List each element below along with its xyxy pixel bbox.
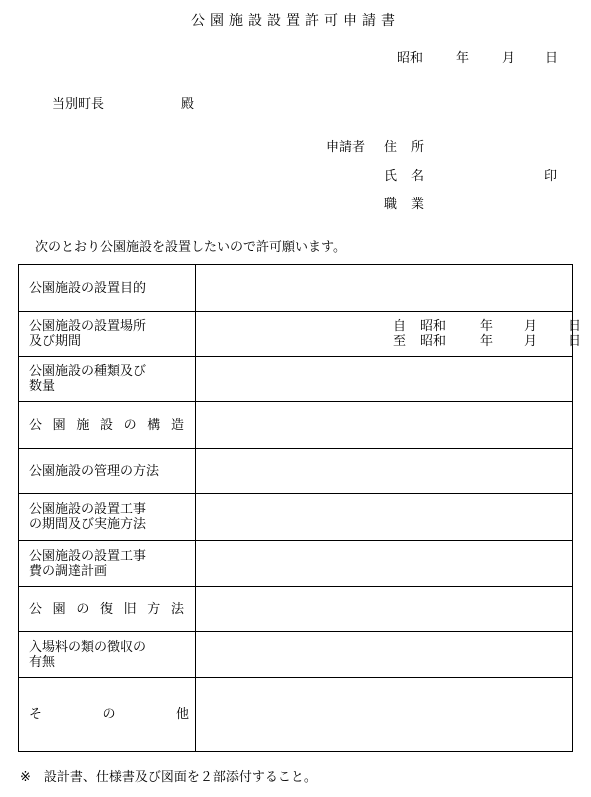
- period-from-year: 年: [480, 319, 494, 334]
- label-line: 公園施設の設置場所: [29, 319, 147, 334]
- label-line: 入場料の類の徴収の: [29, 639, 147, 655]
- label-line: 公 園 の 復 旧 方 法: [29, 601, 189, 617]
- form-row: [19, 632, 573, 678]
- row-value-construction[interactable]: [196, 494, 573, 541]
- period-from-month: 月: [524, 319, 538, 334]
- name-label: 氏名: [384, 169, 439, 184]
- date-year: 年: [456, 51, 470, 66]
- row-label-management: [19, 449, 196, 494]
- period-to-month: 月: [524, 334, 538, 349]
- form-row: [19, 587, 573, 632]
- label-line: 数量: [29, 379, 56, 394]
- form-row: [19, 265, 573, 312]
- date-month: 月: [502, 51, 516, 66]
- row-value-type-quantity[interactable]: [196, 357, 573, 402]
- period-from-marker: 自: [393, 319, 407, 334]
- period-from: [393, 319, 583, 334]
- row-value-location-period[interactable]: [196, 312, 582, 357]
- addressee-name: 当別町長: [52, 97, 105, 112]
- period-to-day: 日: [568, 334, 582, 349]
- period-to: [393, 334, 583, 349]
- row-value-other[interactable]: [196, 678, 573, 752]
- label-line: 公園施設の設置目的: [29, 280, 147, 296]
- label-line: 公園施設の管理の方法: [29, 463, 160, 479]
- row-value-purpose[interactable]: [196, 265, 573, 312]
- label-line: 公 園 施 設 の 構 造: [29, 417, 189, 433]
- period-to-marker: 至: [393, 334, 407, 349]
- row-label-funding: [19, 541, 196, 587]
- address-label: 住所: [384, 140, 439, 155]
- row-value-admission-fee[interactable]: [196, 632, 573, 678]
- label-line: 及び期間: [29, 334, 82, 349]
- row-value-funding[interactable]: [196, 541, 573, 587]
- row-value-restoration[interactable]: [196, 587, 573, 632]
- form-row: [19, 678, 573, 752]
- label-line: 公園施設の設置工事: [29, 548, 147, 564]
- form-row: [19, 449, 573, 494]
- row-label-other: [19, 678, 196, 752]
- row-label-type-quantity: [19, 357, 196, 402]
- form-row: [19, 312, 573, 357]
- row-value-structure[interactable]: [196, 402, 573, 449]
- period-to-year: 年: [480, 334, 494, 349]
- period-from-day: 日: [568, 319, 582, 334]
- seal-mark: 印: [544, 169, 558, 184]
- form-row: [19, 357, 573, 402]
- date-day: 日: [545, 51, 559, 66]
- row-label-admission-fee: [19, 632, 196, 678]
- application-form-table: [18, 264, 582, 752]
- label-line: 公園施設の種類及び: [29, 364, 147, 379]
- date-era: 昭和: [397, 51, 424, 66]
- label-line: 公園施設の設置工事: [29, 502, 147, 517]
- row-value-management[interactable]: [196, 449, 573, 494]
- row-label-construction: [19, 494, 196, 541]
- label-line: そ の 他: [29, 707, 189, 722]
- period-to-era: 昭和: [420, 334, 447, 349]
- label-line: 費の調達計画: [29, 563, 108, 579]
- label-line: の期間及び実施方法: [29, 517, 147, 532]
- row-label-location-period: [19, 312, 196, 357]
- form-row: [19, 402, 573, 449]
- footnote: ※ 設計書、仕様書及び図面を２部添付すること。: [20, 770, 317, 785]
- applicant-label: 申請者: [326, 140, 366, 155]
- row-label-purpose: [19, 265, 196, 312]
- row-label-structure: [19, 402, 196, 449]
- period-from-era: 昭和: [420, 319, 447, 334]
- document-title: 公園施設設置許可申請書: [191, 13, 400, 29]
- form-row: [19, 494, 573, 541]
- row-label-restoration: [19, 587, 196, 632]
- form-row: [19, 541, 573, 587]
- label-line: 有無: [29, 654, 56, 670]
- occupation-label: 職業: [384, 197, 439, 212]
- addressee-honorific: 殿: [181, 97, 195, 112]
- intro-text: 次のとおり公園施設を設置したいので許可願います。: [35, 240, 346, 255]
